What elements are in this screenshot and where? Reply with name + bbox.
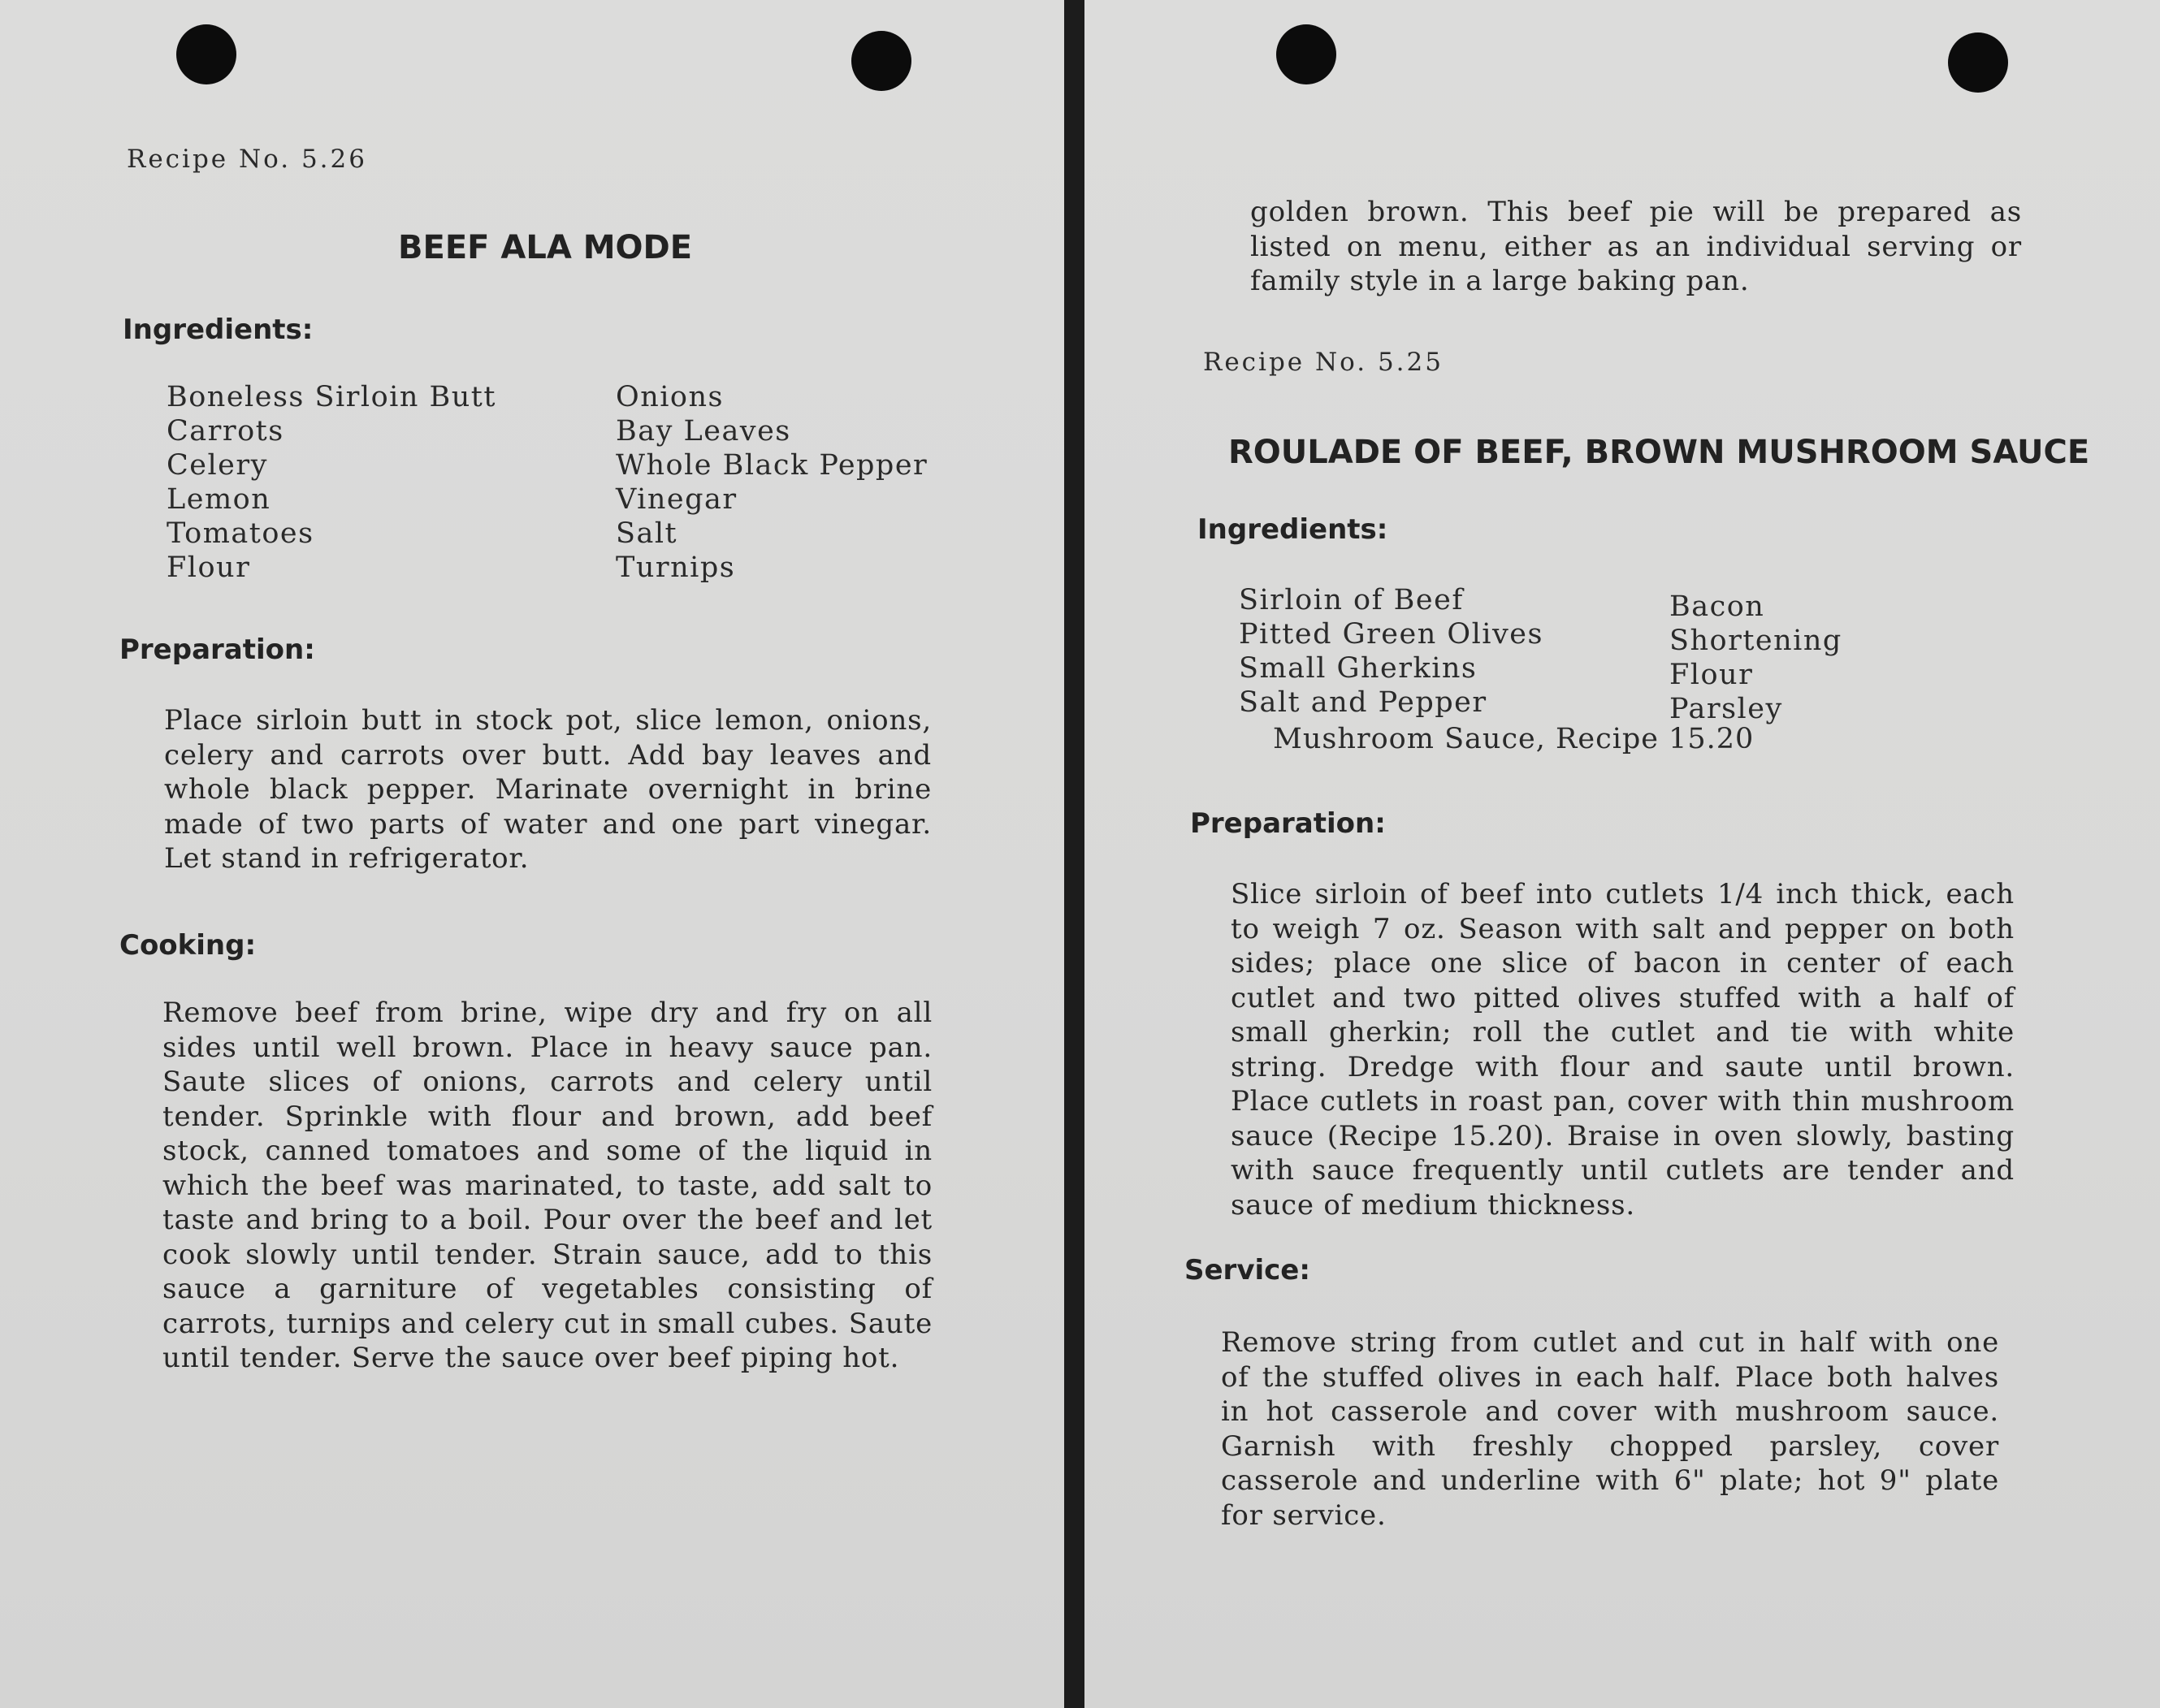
ingredients-note: Mushroom Sauce, Recipe 15.20 — [1273, 723, 1755, 755]
ingredient-item: Celery — [167, 449, 268, 482]
punch-hole — [1948, 32, 2008, 93]
ingredient-item: Pitted Green Olives — [1239, 618, 1543, 651]
ingredient-item: Sirloin of Beef — [1239, 584, 1464, 616]
ingredient-item: Salt and Pepper — [1239, 686, 1487, 719]
ingredient-item: Bacon — [1669, 590, 1765, 623]
preparation-text: Place sirloin butt in stock pot, slice lemon, onions, celery and carrots over butt. Add bay leaves and whole black pepper. Marinate overnight in brine made of two parts of water and one part vinegar. Let stand in refrigerator. — [164, 704, 932, 875]
ingredient-item: Carrots — [167, 415, 284, 448]
service-heading: Service: — [1184, 1254, 1310, 1286]
ingredient-item: Bay Leaves — [616, 415, 791, 448]
punch-hole — [851, 31, 911, 91]
punch-hole — [1276, 24, 1336, 84]
ingredient-item: Parsley — [1669, 693, 1783, 725]
ingredient-item: Flour — [1669, 659, 1754, 691]
ingredients-heading: Ingredients: — [1197, 513, 1388, 546]
preparation-heading: Preparation: — [119, 633, 315, 666]
recipe-card-right — [1084, 0, 2160, 1708]
cooking-heading: Cooking: — [119, 929, 257, 962]
ingredients-list — [616, 380, 928, 585]
ingredients-list — [1669, 590, 1842, 726]
ingredient-item: Vinegar — [616, 483, 738, 516]
ingredient-item: Salt — [616, 517, 678, 550]
cooking-text: Remove beef from brine, wipe dry and fry on all sides until well brown. Place in heavy sauce pan. Saute slices of onions, carrots and celery until tender. Sprinkle with flour and brown, add beef stock, canned tomatoes and some of the liquid in which the beef was marinated, to taste, add salt to taste and bring to a boil. Pour over the beef and let cook slowly until tender. Strain sauce, add to this sauce a garniture of vegetables consisting of carrots, turnips and celery cut in small cubes. Saute until tender. Serve the sauce over beef piping hot. — [162, 997, 933, 1374]
ingredient-item: Lemon — [167, 483, 271, 516]
service-text: Remove string from cutlet and cut in half with one of the stuffed olives in each half. Place both halves in hot casserole and cover with mushroom sauce. Garnish with freshly chopped parsley, cover casserole and underline with 6" plate; hot 9" plate for service. — [1221, 1326, 1999, 1532]
ingredients-heading: Ingredients: — [123, 313, 314, 346]
recipe-number: Recipe No. 5.25 — [1203, 348, 1444, 377]
ingredients-list — [1239, 583, 1543, 720]
ingredient-item: Whole Black Pepper — [616, 449, 928, 482]
ingredient-item: Turnips — [616, 551, 736, 584]
recipe-title: ROULADE OF BEEF, BROWN MUSHROOM SAUCE — [1228, 434, 2090, 471]
ingredient-item: Flour — [167, 551, 251, 584]
preparation-text: Slice sirloin of beef into cutlets 1/4 inch thick, each to weigh 7 oz. Season with salt and pepper on both sides; place one slice of bacon in center of each cutlet and two pitted olives stuffed with a half of small gherkin; roll the cutlet and tie with white string. Dredge with flour and saute until brown. Place cutlets in roast pan, cover with thin mushroom sauce (Recipe 15.20). Braise in oven slowly, basting with sauce frequently until cutlets are tender and sauce of medium thickness. — [1231, 878, 2015, 1222]
ingredients-list — [167, 380, 496, 585]
preparation-heading: Preparation: — [1190, 807, 1386, 840]
ingredient-item: Onions — [616, 381, 725, 413]
ingredient-item: Boneless Sirloin Butt — [167, 381, 496, 413]
recipe-title: BEEF ALA MODE — [398, 229, 693, 266]
ingredient-item: Shortening — [1669, 625, 1842, 657]
recipe-card-left — [0, 0, 1064, 1708]
punch-hole — [176, 24, 236, 84]
recipe-number: Recipe No. 5.26 — [127, 145, 367, 174]
ingredient-item: Small Gherkins — [1239, 652, 1478, 685]
continued-text: golden brown. This beef pie will be prepared as listed on menu, either as an individual serving or family style in a large baking pan. — [1250, 196, 2022, 297]
ingredient-item: Tomatoes — [167, 517, 314, 550]
